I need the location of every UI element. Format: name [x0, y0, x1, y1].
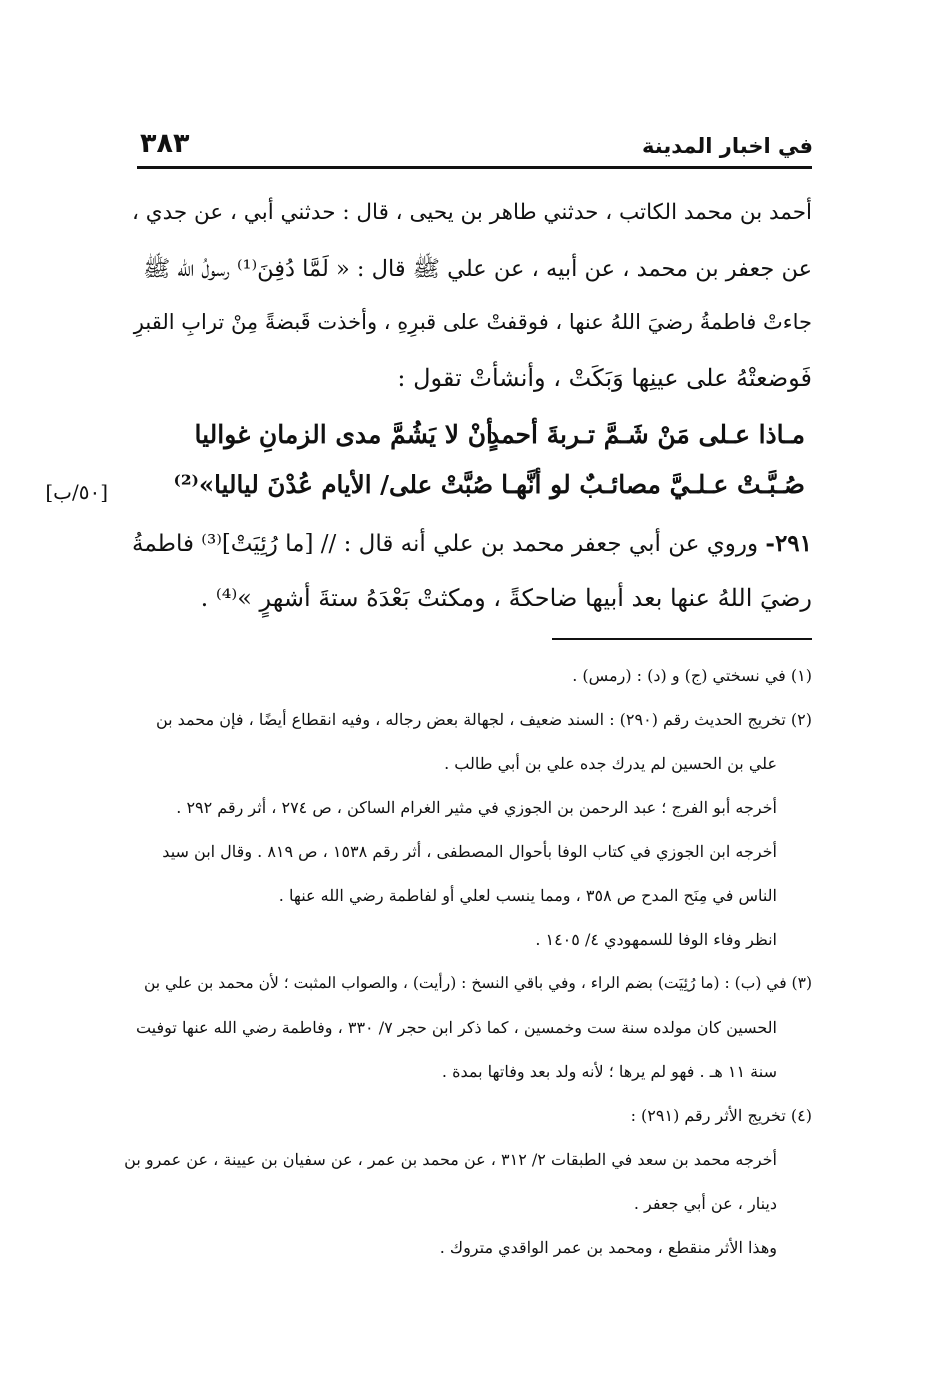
footnote-2-line-4: أخرجه ابن الجوزي في كتاب الوفا بأحوال المصطفى ، أثر رقم ١٥٣٨ ، ص ٨١٩ . وقال ابن سيد	[162, 842, 777, 861]
footnote-4-line-3: دينار ، عن أبي جعفر .	[633, 1194, 777, 1213]
footnote-3-line-3: سنة ١١ هـ . فهو لم يرها ؛ لأنه ولد بعد وفاتها بمدة .	[441, 1062, 777, 1081]
footnote-3-line-2: الحسين كان مولده سنة ست وخمسين ، كما ذكر ابن حجر ٧/ ٣٣٠ ، وفاطمة رضي الله عنها توفيت	[135, 1018, 777, 1037]
main-text-line-2: عن جعفر بن محمد ، عن أبيه ، عن علي ﷺ قال : « لَمَّا دُفِنَ⁽¹⁾ رسولُ الله ﷺ	[143, 256, 812, 282]
footnote-2-line-2: علي بن الحسين لم يدرك جده علي بن أبي طالب .	[444, 754, 777, 773]
hadith-291-text-1: وروي عن أبي جعفر محمد بن علي أنه قال : // [ما رُئِيَتْ]⁽³⁾ فاطمةُ	[132, 531, 759, 557]
footnote-2-line-5: الناس في مِنَح المدح ص ٣٥٨ ، ومما ينسب لعلي أو لفاطمة رضي الله عنها .	[278, 886, 777, 905]
footnote-2-line-3: أخرجه أبو الفرج ؛ عبد الرحمن بن الجوزي في مثير الغرام الساكن ، ص ٢٧٤ ، أثر رقم ٢٩٢ .	[176, 798, 777, 817]
footnote-2-line-6: انظر وفاء الوفا للسمهودي ٤/ ١٤٠٥ .	[535, 930, 777, 949]
footnote-4-line-1: (٤) تخريج الأثر رقم (٢٩١) :	[630, 1106, 812, 1125]
footnote-separator	[552, 638, 812, 640]
footnote-4-line-4: وهذا الأثر منقطع ، ومحمد بن عمر الواقدي متروك .	[439, 1238, 777, 1257]
verse-2-first-hemistich: صُـبَّـتْ عـلـيَّ مصائـبٌ لو أنَّهـا	[501, 470, 805, 499]
main-text-line-3: جاءتْ فاطمةُ رضيَ اللهُ عنها ، فوقفتْ على قبرِهِ ، وأخذت قَبضةً مِنْ ترابِ القبرِ	[133, 310, 812, 334]
manuscript-folio-marker: [٥٠/ب]	[45, 480, 108, 504]
hadith-291-line-1	[132, 530, 812, 557]
verse-1-second-hemistich: أنْ لا يَشُمَّ مدى الزمانِ غواليا	[194, 420, 493, 449]
footnote-2-line-1: (٢) تخريج الحديث رقم (٢٩٠) : السند ضعيف ، لجهالة بعض رجاله ، وفيه انقطاع أيضًا ، فإن محمد بن	[155, 710, 812, 729]
page-number: ٣٨٣	[140, 128, 190, 159]
footnote-1: (١) في نسختي (ج) و (د) : (رمس) .	[572, 666, 812, 685]
verse-1-first-hemistich: مـاذا عـلى مَنْ شَـمَّ تـربةَ أحمدٍ	[487, 420, 805, 449]
running-header-title: في اخبار المدينة	[642, 134, 813, 158]
header-rule	[137, 166, 812, 169]
main-text-line-1: أحمد بن محمد الكاتب ، حدثني طاهر بن يحيى ، قال : حدثني أبي ، عن جدي ،	[131, 200, 812, 225]
verse-2-second-hemistich: صُبَّتْ على/ الأيام عُدْنَ لياليا»⁽²⁾	[173, 470, 493, 499]
footnote-3-line-1: (٣) في (ب) : (ما رُئِيَت) بضم الراء ، وفي باقي النسخ : (رأيت) ، والصواب المثبت ؛ لأن محمد بن علي بن	[143, 974, 812, 992]
footnote-4-line-2: أخرجه محمد بن سعد في الطبقات ٢/ ٣١٢ ، عن محمد بن عمر ، عن سفيان بن عيينة ، عن عمرو بن	[124, 1150, 777, 1169]
hadith-291-line-2: رضيَ اللهُ عنها بعد أبيها ضاحكةً ، ومكثتْ بَعْدَهُ ستةَ أشهرٍ »⁽⁴⁾ .	[200, 584, 812, 612]
main-text-line-4: فَوضعتْهُ على عينِها وَبَكَتْ ، وأنشأتْ تقول :	[397, 364, 812, 392]
hadith-number: ٢٩١-	[765, 530, 812, 557]
